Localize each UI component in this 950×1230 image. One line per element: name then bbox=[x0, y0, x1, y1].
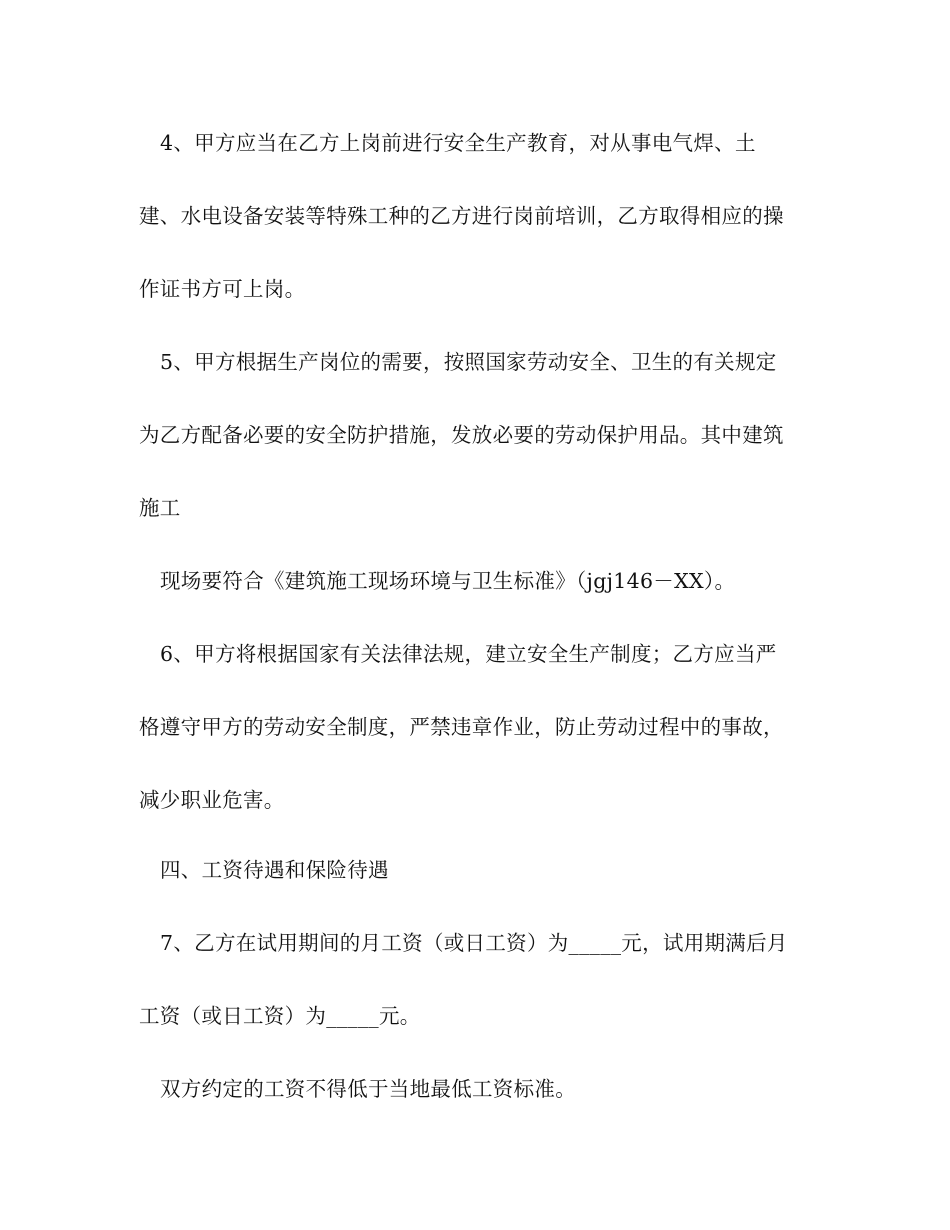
paragraph-4-line-3: 作证书方可上岗。 bbox=[139, 277, 306, 301]
paragraph-7-line-2: 工资（或日工资）为_____元。 bbox=[139, 1004, 421, 1028]
paragraph-6-line-3: 减少职业危害。 bbox=[139, 788, 285, 812]
paragraph-4-line-2: 建、水电设备安装等特殊工种的乙方进行岗前培训，乙方取得相应的操 bbox=[139, 204, 784, 228]
paragraph-4-line-1: 4、甲方应当在乙方上岗前进行安全生产教育，对从事电气焊、土 bbox=[160, 131, 756, 155]
paragraph-5-line-3: 施工 bbox=[139, 496, 181, 520]
paragraph-7-line-1: 7、乙方在试用期间的月工资（或日工资）为_____元，试用期满后月 bbox=[160, 931, 788, 955]
minimum-wage-line: 双方约定的工资不得低于当地最低工资标准。 bbox=[160, 1077, 576, 1101]
paragraph-5-line-2: 为乙方配备必要的安全防护措施，发放必要的劳动保护用品。其中建筑 bbox=[139, 423, 784, 447]
paragraph-6-line-2: 格遵守甲方的劳动安全制度，严禁违章作业，防止劳动过程中的事故， bbox=[139, 715, 784, 739]
paragraph-5-line-4: 现场要符合《建筑施工现场环境与卫生标准》（jgj146－XX）。 bbox=[160, 569, 736, 593]
section-heading-wages: 四、工资待遇和保险待遇 bbox=[160, 858, 389, 882]
paragraph-5-line-1: 5、甲方根据生产岗位的需要，按照国家劳动安全、卫生的有关规定 bbox=[160, 350, 777, 374]
paragraph-6-line-1: 6、甲方将根据国家有关法律法规，建立安全生产制度；乙方应当严 bbox=[160, 642, 777, 666]
